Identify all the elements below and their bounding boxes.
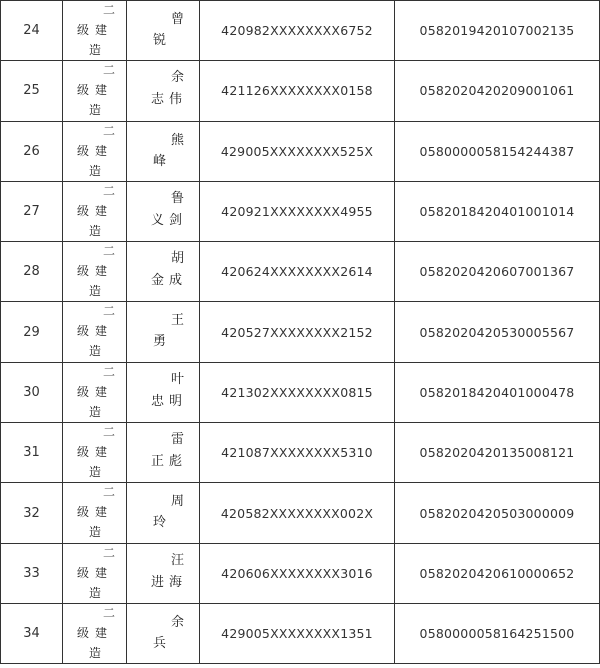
qualification-char: 二 <box>103 425 116 440</box>
qualification-char: 级 <box>77 565 90 580</box>
qualification-char: 造 <box>89 103 102 118</box>
registration-number: 0582020420607001367 <box>395 242 600 302</box>
qualification-char: 建 <box>95 23 108 37</box>
id-number: 421126XXXXXXXX0158 <box>200 61 395 121</box>
name-char: 义 <box>151 212 165 228</box>
qualification-char: 造 <box>89 465 102 480</box>
qualification-char: 建 <box>95 505 108 520</box>
table-row <box>1 302 600 362</box>
qualification-char: 级 <box>77 505 90 520</box>
qualification-char: 级 <box>77 83 90 98</box>
name-char: 峰 <box>153 153 167 169</box>
qualification-char: 二 <box>103 183 116 198</box>
qualification-char: 级 <box>77 384 90 399</box>
name-char: 鲁 <box>171 190 185 206</box>
qualification-char: 建 <box>95 565 108 580</box>
table-row <box>1 603 600 663</box>
registration-number: 0582020420135008121 <box>395 423 600 483</box>
qualification-char: 级 <box>77 143 90 158</box>
qualification-char: 造 <box>89 163 102 178</box>
id-number: 420582XXXXXXXX002X <box>200 483 395 543</box>
name-char: 海 <box>169 574 183 590</box>
qualification-level <box>63 543 127 603</box>
qualification-char: 级 <box>77 264 90 279</box>
name-char: 熊 <box>171 132 185 148</box>
person-name <box>127 603 200 663</box>
table-body <box>1 1 600 664</box>
id-number: 429005XXXXXXXX1351 <box>200 603 395 663</box>
person-name <box>127 61 200 121</box>
qualification-char: 级 <box>77 203 90 218</box>
name-char: 兵 <box>153 635 167 651</box>
qualification-char: 级 <box>77 445 90 460</box>
qualification-char: 造 <box>89 645 102 660</box>
qualification-char: 造 <box>89 284 102 299</box>
qualification-level <box>63 1 127 61</box>
qualification-level <box>63 362 127 422</box>
row-index: 29 <box>1 302 63 362</box>
person-name <box>127 181 200 241</box>
name-char: 余 <box>171 614 185 630</box>
qualification-level <box>63 423 127 483</box>
qualification-char: 造 <box>89 223 102 238</box>
person-name <box>127 362 200 422</box>
qualification-char: 建 <box>95 324 108 339</box>
qualification-char: 造 <box>89 585 102 600</box>
name-char: 成 <box>169 273 183 289</box>
qualification-char: 级 <box>77 324 90 339</box>
id-number: 420982XXXXXXXX6752 <box>200 1 395 61</box>
id-number: 420606XXXXXXXX3016 <box>200 543 395 603</box>
table-row <box>1 362 600 422</box>
qualification-char: 建 <box>95 83 108 98</box>
qualification-char: 二 <box>103 364 116 379</box>
person-name <box>127 1 200 61</box>
person-name <box>127 121 200 181</box>
name-char: 志 <box>151 92 165 108</box>
row-index: 24 <box>1 1 63 61</box>
qualification-level <box>63 181 127 241</box>
registration-number: 0582018420401000478 <box>395 362 600 422</box>
row-index: 25 <box>1 61 63 121</box>
qualification-char: 二 <box>103 304 116 319</box>
row-index: 27 <box>1 181 63 241</box>
table-row <box>1 61 600 121</box>
qualification-level <box>63 603 127 663</box>
qualification-char: 造 <box>89 344 102 359</box>
id-number: 420921XXXXXXXX4955 <box>200 181 395 241</box>
qualification-char: 建 <box>95 264 108 279</box>
qualification-char: 建 <box>95 203 108 218</box>
registration-number: 0580000058164251500 <box>395 603 600 663</box>
table-row <box>1 242 600 302</box>
qualification-level <box>63 483 127 543</box>
person-name <box>127 302 200 362</box>
qualification-char: 造 <box>89 404 102 419</box>
qualification-char: 二 <box>103 485 116 500</box>
qualification-level <box>63 242 127 302</box>
name-char: 玲 <box>153 515 167 531</box>
qualification-char: 二 <box>103 545 116 560</box>
registration-number: 0580000058154244387 <box>395 121 600 181</box>
registration-number: 0582018420401001014 <box>395 181 600 241</box>
name-char: 金 <box>151 273 165 289</box>
qualification-char: 二 <box>103 123 116 138</box>
person-name <box>127 423 200 483</box>
registration-number: 0582020420530005567 <box>395 302 600 362</box>
id-number: 420624XXXXXXXX2614 <box>200 242 395 302</box>
qualification-char: 二 <box>103 605 116 620</box>
qualification-char: 造 <box>89 525 102 540</box>
qualification-char: 级 <box>77 23 90 37</box>
table-row <box>1 543 600 603</box>
person-name <box>127 242 200 302</box>
row-index: 32 <box>1 483 63 543</box>
qualification-char: 造 <box>89 43 102 57</box>
row-index: 34 <box>1 603 63 663</box>
qualification-char: 建 <box>95 143 108 158</box>
name-char: 忠 <box>151 393 165 409</box>
name-char: 剑 <box>169 212 183 228</box>
name-char: 明 <box>169 393 183 409</box>
registration-number: 0582020420503000009 <box>395 483 600 543</box>
id-number: 420527XXXXXXXX2152 <box>200 302 395 362</box>
qualification-level <box>63 61 127 121</box>
qualification-char: 建 <box>95 384 108 399</box>
qualification-char: 二 <box>103 244 116 259</box>
name-char: 锐 <box>153 33 167 48</box>
name-char: 彪 <box>169 454 183 470</box>
qualification-char: 二 <box>103 63 116 78</box>
qualification-char: 建 <box>95 625 108 640</box>
name-char: 曾 <box>171 12 185 27</box>
id-number: 421087XXXXXXXX5310 <box>200 423 395 483</box>
row-index: 31 <box>1 423 63 483</box>
name-char: 叶 <box>171 371 185 387</box>
registration-number: 0582019420107002135 <box>395 1 600 61</box>
row-index: 26 <box>1 121 63 181</box>
name-char: 王 <box>171 313 185 329</box>
qualification-char: 建 <box>95 445 108 460</box>
qualification-char: 二 <box>103 3 116 17</box>
name-char: 勇 <box>153 334 167 350</box>
table-row <box>1 181 600 241</box>
name-char: 周 <box>171 494 185 510</box>
registration-number: 0582020420209001061 <box>395 61 600 121</box>
id-number: 429005XXXXXXXX525X <box>200 121 395 181</box>
row-index: 28 <box>1 242 63 302</box>
table-row <box>1 423 600 483</box>
name-char: 汪 <box>171 552 185 568</box>
registration-number: 0582020420610000652 <box>395 543 600 603</box>
name-char: 进 <box>151 574 165 590</box>
row-index: 30 <box>1 362 63 422</box>
person-name <box>127 543 200 603</box>
row-index: 33 <box>1 543 63 603</box>
name-char: 伟 <box>169 92 183 108</box>
person-name <box>127 483 200 543</box>
qualification-char: 级 <box>77 625 90 640</box>
id-number: 421302XXXXXXXX0815 <box>200 362 395 422</box>
table-row <box>1 1 600 61</box>
qualification-level <box>63 121 127 181</box>
name-char: 雷 <box>171 432 185 448</box>
name-char: 正 <box>151 454 165 470</box>
table-row <box>1 121 600 181</box>
name-char: 胡 <box>171 251 185 267</box>
table-row <box>1 483 600 543</box>
qualification-level <box>63 302 127 362</box>
name-char: 余 <box>171 70 185 86</box>
